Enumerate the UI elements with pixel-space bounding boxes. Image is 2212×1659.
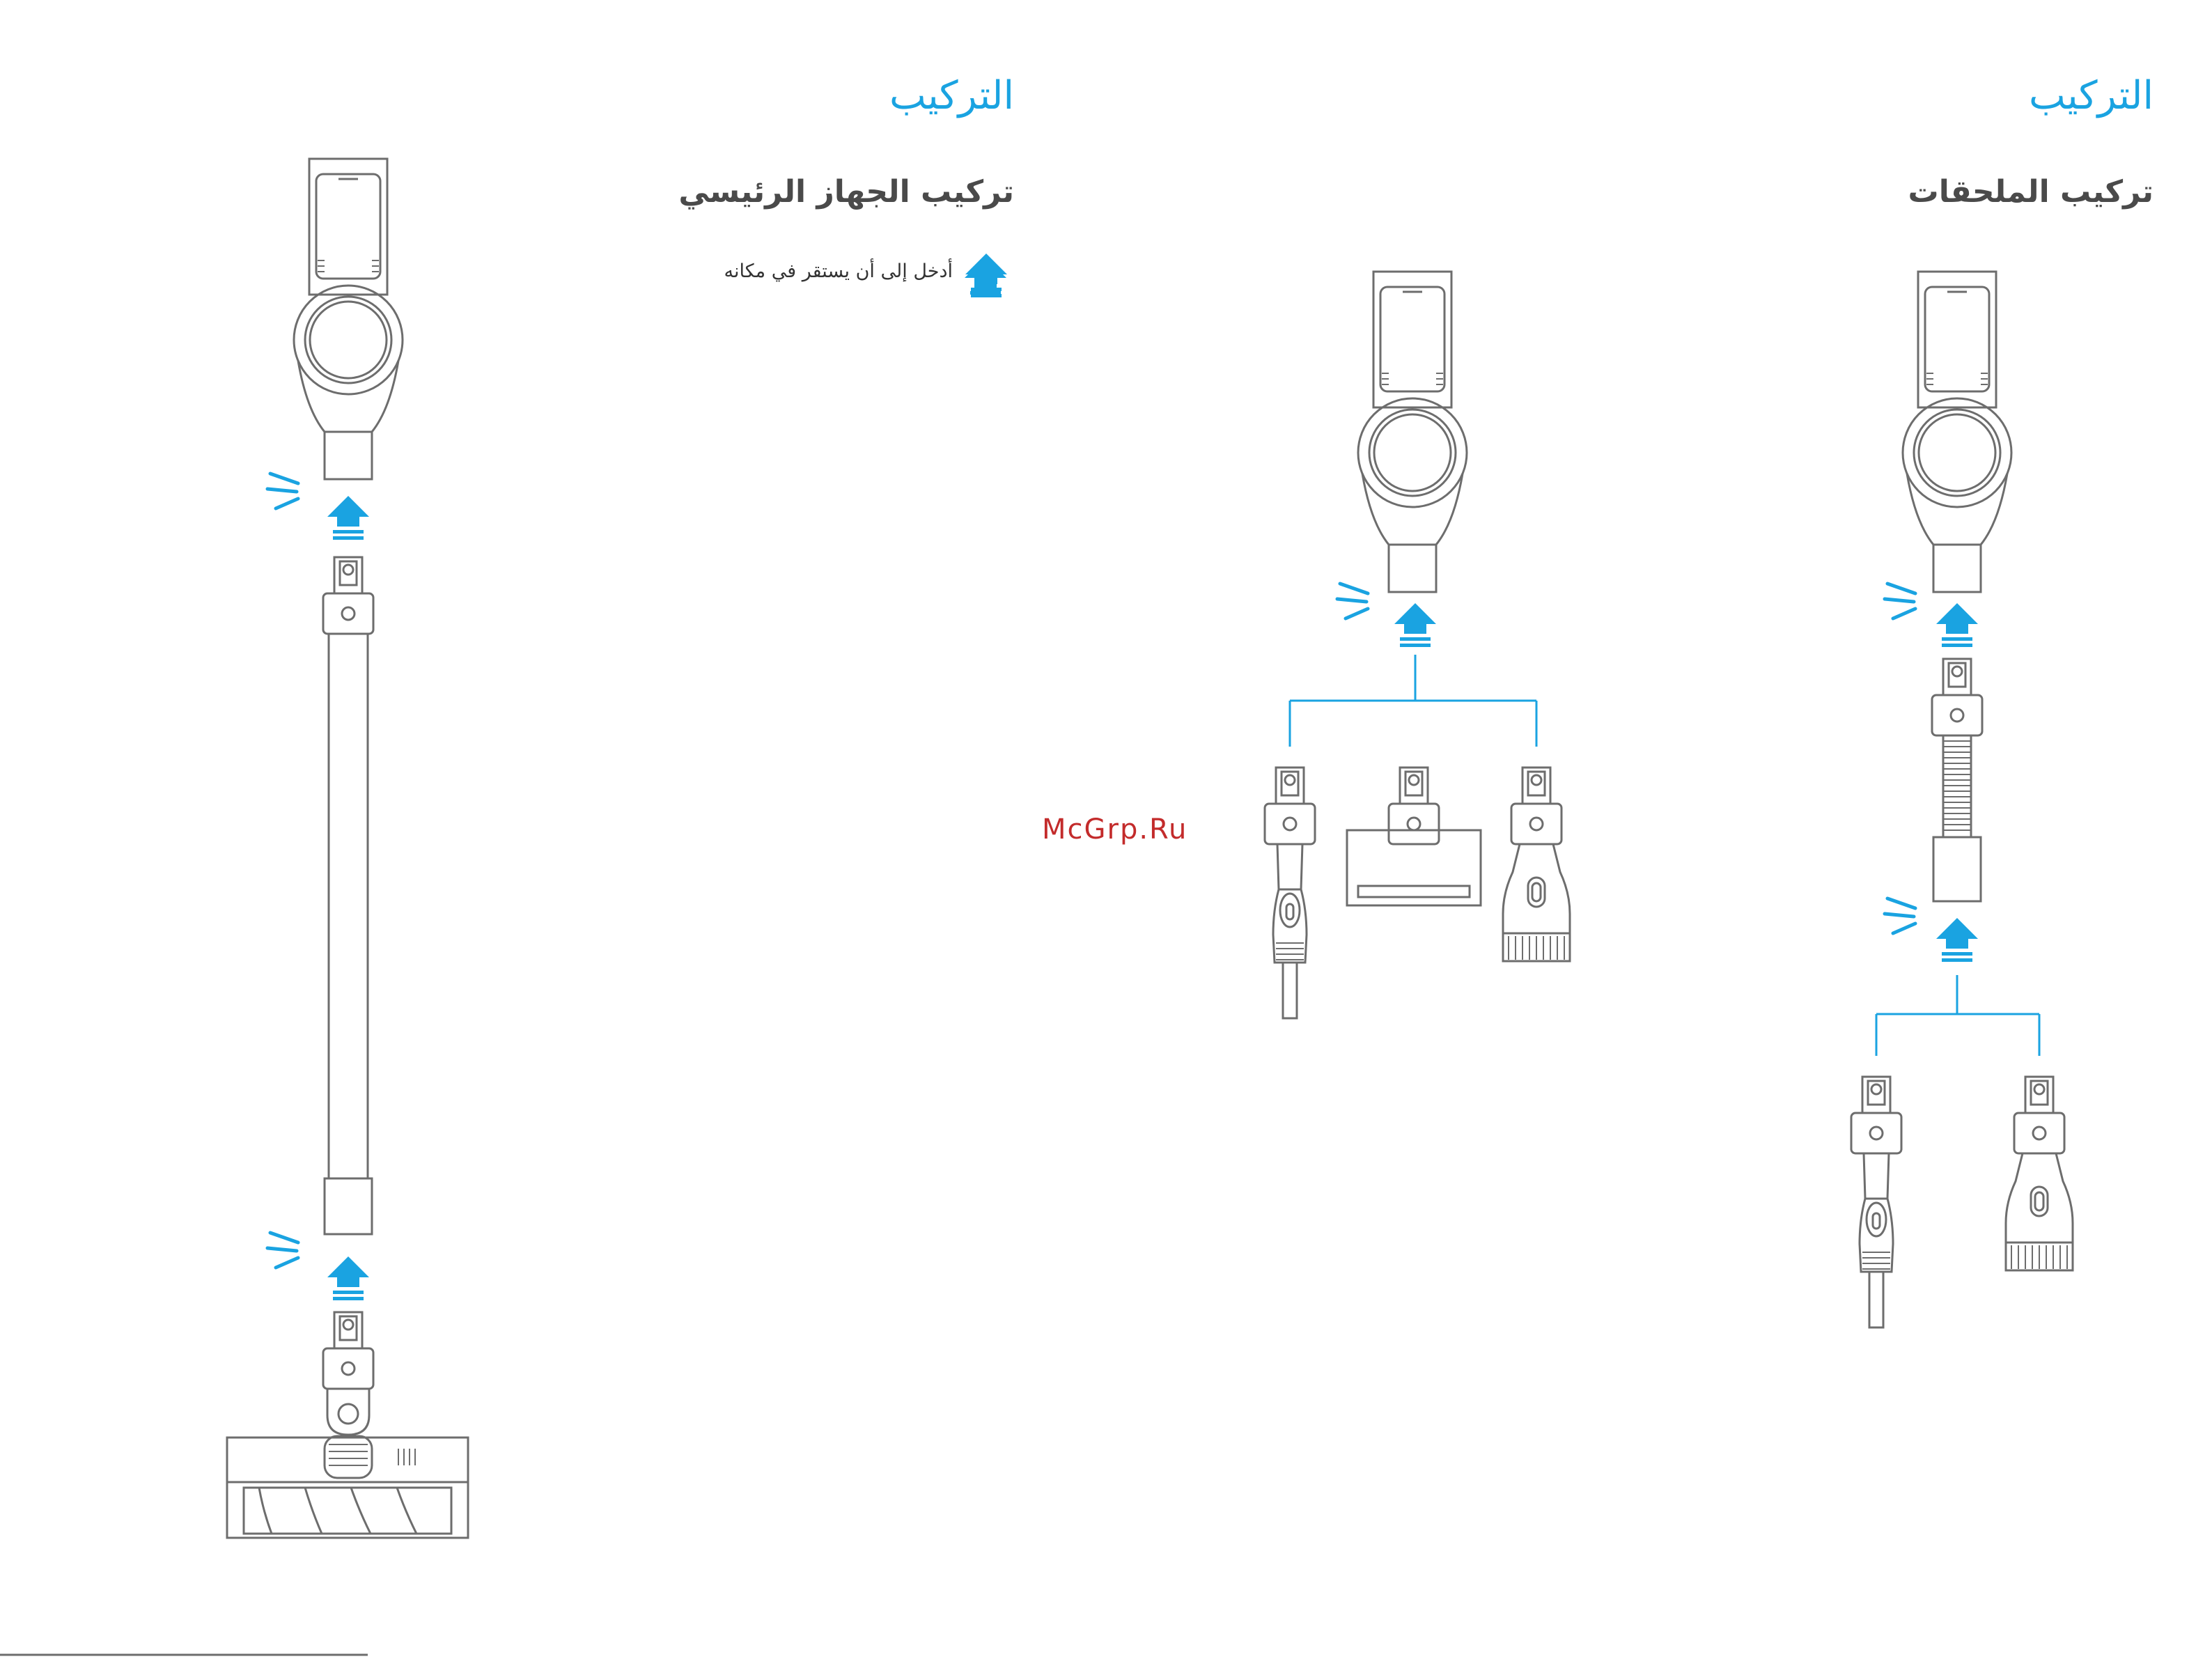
up-arrow-icon — [327, 496, 369, 540]
connector-lines — [1290, 655, 1536, 747]
click-lines-icon — [267, 1233, 298, 1268]
mini-brush-illustration — [1347, 768, 1481, 905]
center-main-body-illustration — [1358, 272, 1467, 592]
click-lines-icon — [1885, 584, 1915, 618]
up-arrow-icon — [1936, 918, 1978, 962]
crevice-tool-illustration — [1265, 768, 1315, 1018]
legend-text: أدخل إلى أن يستقر في مكانه — [724, 260, 953, 282]
up-arrow-icon — [1394, 603, 1436, 647]
watermark: McGrp.Ru — [1042, 813, 1188, 846]
click-lines-icon — [267, 474, 298, 508]
left-page-subtitle: تركيب الجهاز الرئيسي — [678, 174, 1014, 210]
flexible-hose-illustration — [1932, 659, 1982, 901]
floor-head-illustration — [227, 1312, 468, 1538]
dust-brush-illustration — [2006, 1077, 2073, 1270]
connector-lines — [1876, 975, 2039, 1056]
right-page-title: التركيب — [2029, 73, 2153, 118]
extension-tube-illustration — [323, 557, 373, 1234]
crevice-tool-illustration — [1851, 1077, 1901, 1327]
up-arrow-icon — [1936, 603, 1978, 647]
up-arrow-icon — [327, 1256, 369, 1300]
click-lines-icon — [1885, 898, 1915, 933]
left-page-title: التركيب — [889, 73, 1014, 118]
dust-brush-illustration — [1503, 768, 1570, 961]
right-page-subtitle: تركيب الملحقات — [1908, 174, 2153, 210]
legend-up-arrow-icon — [961, 251, 1010, 299]
click-lines-icon — [1337, 584, 1368, 618]
main-body-illustration — [294, 159, 403, 479]
right-main-body-illustration — [1903, 272, 2011, 592]
